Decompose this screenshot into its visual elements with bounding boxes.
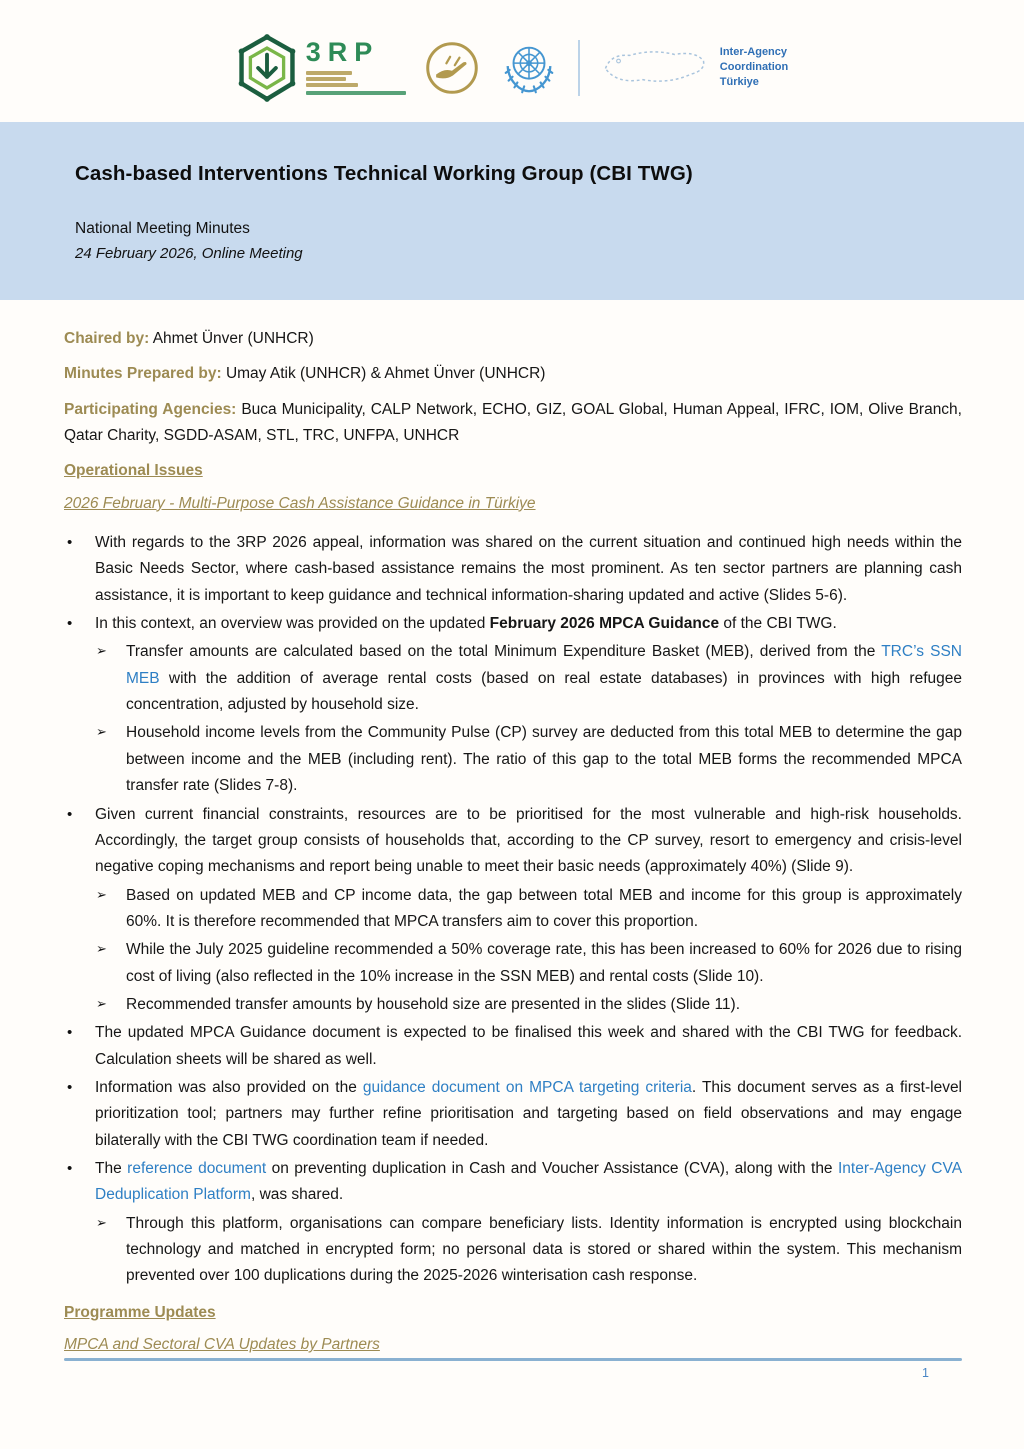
mpca-targeting-criteria-link[interactable]: guidance document on MPCA targeting criteria	[362, 1078, 692, 1096]
sub-bullet-item	[96, 720, 962, 799]
trc-ssn-meb-link[interactable]: TRC’s SSN MEB	[126, 643, 962, 687]
bullet-item	[64, 802, 962, 881]
text-run: , was shared.	[250, 1186, 344, 1204]
meeting-subtitle: National Meeting Minutes	[75, 220, 250, 237]
text-run: Based on updated MEB and CP income data, the gap between total MEB and income for this group is approximately 60%. It is therefore recommended that MPCA transfers aim to cover this proportion.	[126, 886, 962, 930]
coordination-text	[720, 46, 788, 89]
text-run: The updated MPCA Guidance document is expected to be finalised this week and shared with the CBI TWG for feedback. Calculation sheets will be shared as well.	[95, 1024, 962, 1068]
text-run: Household income levels from the Community Pulse (CP) survey are deducted from this total MEB to determine the gap between income and the MEB (including rent). The ratio of this gap to the total MEB forms the recommended MPCA transfer rate (Slides 7-8).	[126, 724, 962, 795]
bullet-text	[126, 992, 962, 1018]
reference-document-link[interactable]: reference document	[127, 1159, 267, 1177]
bullet-dot-icon: •	[67, 1159, 73, 1177]
bullet-dot-icon: •	[67, 805, 73, 823]
sub-bullet-item	[96, 992, 962, 1018]
text-run: on preventing duplication in Cash and Voucher Assistance (CVA), along with the	[266, 1159, 838, 1177]
section-subheading-mpca-guidance: 2026 February - Multi-Purpose Cash Assistance Guidance in Türkiye	[64, 494, 536, 512]
threerp-baseline-bar	[306, 91, 406, 95]
page-footer	[64, 1358, 962, 1380]
bullet-item	[64, 530, 962, 609]
document-body	[0, 300, 1024, 1358]
page-number: 1	[922, 1366, 929, 1380]
title-band	[0, 122, 1024, 300]
bullet-text	[126, 883, 962, 936]
participating-agencies-value: Buca Municipality, CALP Network, ECHO, GIZ, GOAL Global, Human Appeal, IFRC, IOM, Olive Branch, Qatar Charity, SGDD-ASAM, STL, TRC, UNFPA, UNHCR	[64, 400, 962, 445]
bullet-dot-icon: •	[67, 1078, 73, 1096]
threerp-logo	[236, 33, 406, 103]
text-run: The	[95, 1159, 128, 1177]
minutes-prepared-value: Umay Atik (UNHCR) & Ahmet Ünver (UNHCR)	[225, 365, 546, 383]
text-run: While the July 2025 guideline recommended a 50% coverage rate, this has been increased to 60% for 2026 due to rising cost of living (also reflected in the 10% increase in the SSN MEB) and rental costs (Slide 10).	[126, 941, 962, 985]
text-run: In this context, an overview was provided on the updated	[95, 615, 490, 633]
bullet-item	[64, 1020, 962, 1073]
bullet-text	[95, 1075, 962, 1154]
turkiye-map-outline-icon	[598, 42, 710, 94]
bullet-text	[95, 1156, 962, 1209]
text-run: Recommended transfer amounts by household size are presented in the slides (Slide 11).	[126, 995, 741, 1013]
text-run: of the CBI TWG.	[719, 615, 837, 633]
threerp-tagline-bars	[306, 71, 358, 87]
sub-bullet-item	[96, 1211, 962, 1290]
participating-agencies-label: Participating Agencies:	[64, 400, 237, 418]
bullet-text	[95, 530, 962, 609]
arrow-bullet-icon: ➢	[96, 886, 107, 902]
bullet-item	[64, 611, 962, 637]
text-run: Information was also provided on the	[95, 1078, 363, 1096]
bullet-item	[64, 1156, 962, 1209]
bullet-dot-icon: •	[67, 615, 73, 633]
inter-agency-coordination-logo	[598, 42, 788, 94]
bullet-text	[95, 611, 962, 637]
minutes-prepared-label: Minutes Prepared by:	[64, 365, 222, 383]
arrow-bullet-icon: ➢	[96, 1214, 107, 1230]
text-run: With regards to the 3RP 2026 appeal, information was shared on the current situation and continued high needs within the Basic Needs Sector, where cash-based assistance remains the most prominent. As ten sector partners are planning cash assistance, it is important to keep guidance and technical information-sharing updated and active (Slides 5-6).	[95, 534, 962, 604]
coordination-line-1: Inter-Agency	[719, 46, 788, 59]
section-heading-programme-updates: Programme Updates	[64, 1303, 216, 1321]
text-run: Transfer amounts are calculated based on the total Minimum Expenditure Basket (MEB), derived from the	[126, 643, 882, 661]
bold-text: February 2026 MPCA Guidance	[489, 615, 720, 633]
arrow-bullet-icon: ➢	[96, 643, 107, 659]
bullet-dot-icon: •	[67, 534, 73, 552]
bullet-text	[126, 937, 962, 990]
header-logos	[0, 0, 1024, 122]
text-run: . This document serves as a first-level prioritization tool; partners may further refine prioritisation and targeting based on field observations and may engage bilaterally with the CBI TWG coordination team if needed.	[95, 1078, 963, 1149]
chaired-by-value: Ahmet Ünver (UNHCR)	[152, 330, 314, 347]
document-title: Cash-based Interventions Technical Working Group (CBI TWG)	[75, 162, 693, 185]
sub-bullet-item	[96, 639, 962, 718]
sub-bullet-item	[96, 937, 962, 990]
minutes-prepared-line	[64, 361, 962, 387]
coordination-line-2: Coordination	[719, 61, 789, 74]
sub-bullet-item	[96, 883, 962, 936]
coordination-line-3: Türkiye	[719, 75, 759, 88]
text-run: Given current financial constraints, resources are to be prioritised for the most vulnerable and high-risk households. Accordingly, the target group consists of households that, according to the CP survey, resort to emergency and crisis-level negative coping mechanisms and report being unable to meet their basic needs (approximately 40%) (Slide 9).	[95, 805, 962, 876]
threerp-hexagon-icon	[236, 33, 298, 103]
arrow-bullet-icon: ➢	[96, 724, 107, 740]
bullet-list	[64, 530, 962, 1290]
bullet-item	[64, 1075, 962, 1154]
arrow-bullet-icon: ➢	[96, 941, 107, 957]
section-heading-operational-issues: Operational Issues	[64, 462, 203, 480]
chaired-by-line	[64, 326, 962, 352]
bullet-text	[126, 720, 962, 799]
threerp-wordmark: 3RP	[305, 37, 380, 67]
section-subheading-partner-updates: MPCA and Sectoral CVA Updates by Partners	[64, 1336, 380, 1354]
participating-agencies-line	[64, 397, 962, 450]
text-run: with the addition of average rental costs (based on real estate databases) in provinces with high refugee concentration, adjusted by household size.	[126, 669, 962, 714]
cva-deduplication-platform-link[interactable]: Inter-Agency CVA Deduplication Platform	[95, 1159, 963, 1204]
logo-divider	[578, 40, 580, 96]
bullet-text	[126, 1211, 962, 1290]
meeting-dateline: 24 February 2026, Online Meeting	[75, 245, 303, 262]
bullet-text	[95, 1020, 962, 1073]
chaired-by-label: Chaired by:	[64, 330, 150, 347]
bullet-text	[126, 639, 962, 718]
text-run: Through this platform, organisations can compare beneficiary lists. Identity information is encrypted using blockchain technology and matched in encrypted form; no personal data is stored or shared within the system. This mechanism prevented over 100 duplications during the 2025-2026 winterisation cash response.	[126, 1214, 962, 1285]
threerp-wordmark-block	[306, 33, 406, 95]
un-emblem-logo	[498, 37, 560, 99]
bullet-dot-icon: •	[67, 1024, 73, 1042]
arrow-bullet-icon: ➢	[96, 995, 107, 1011]
footer-rule	[64, 1358, 962, 1361]
bullet-text	[95, 802, 962, 881]
hand-emblem-logo	[424, 40, 480, 96]
